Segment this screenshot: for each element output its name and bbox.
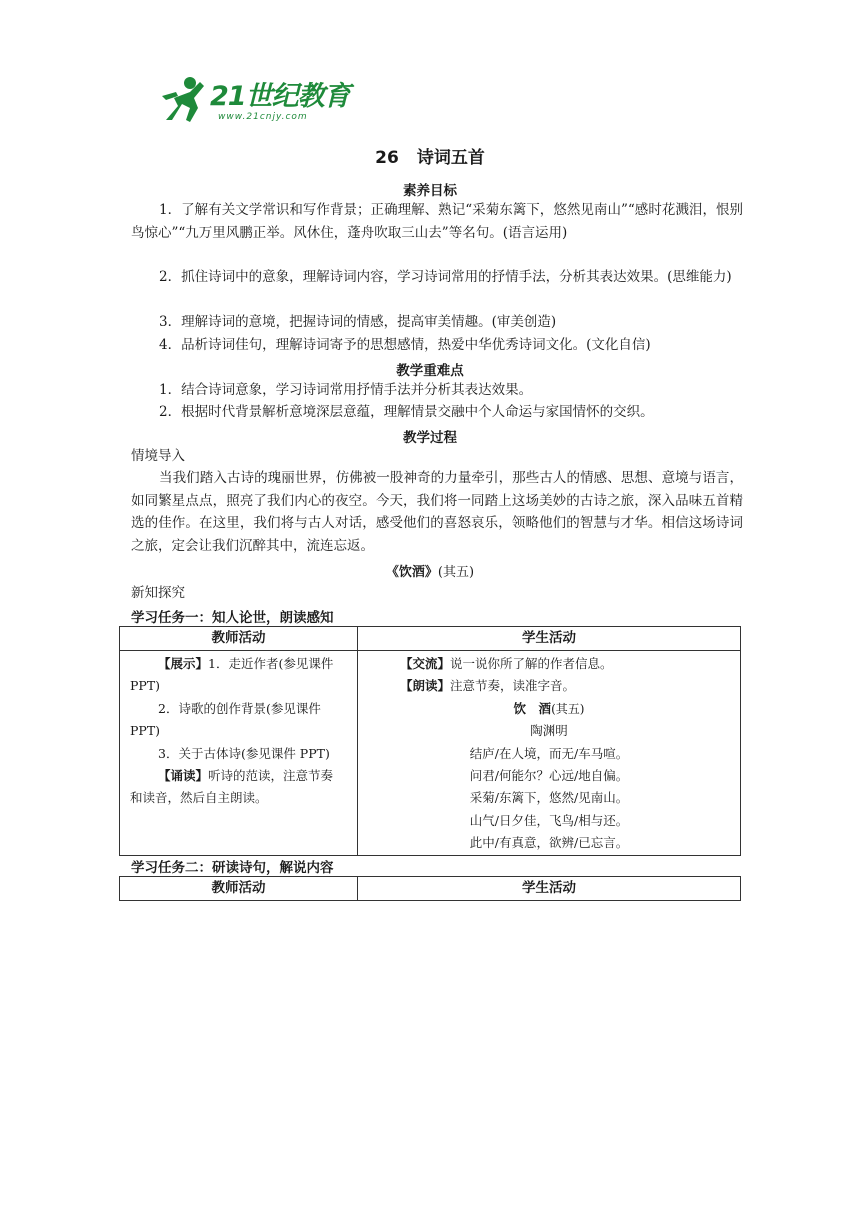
- teacher-item-4: [130, 765, 343, 810]
- intro-label: 情境导入: [131, 448, 185, 464]
- key-points-heading: 教学重难点: [396, 363, 464, 379]
- table-header-row: [120, 627, 740, 651]
- teacher-item-2: [130, 698, 343, 743]
- col-teacher-header: 教师活动: [120, 627, 358, 650]
- teacher-item-3: [130, 743, 343, 765]
- intro-text: 当我们踏入古诗的瑰丽世界，仿佛被一股神奇的力量牵引，那些古人的情感、思想、意境与语言，如同繁星点点，照亮了我们内心的夜空。今天，我们将一同踏上这场美妙的古诗之旅，深入品味五首精选的佳作。在这里，我们将与古人对话，感受他们的喜怒哀乐，领略他们的智慧与才华。相信这场诗词之旅，定会让我们沉醉其中，流连忘返。: [131, 470, 743, 554]
- teacher-tag-recite: 【诵读】: [158, 768, 209, 784]
- logo-wordmark: 21世纪教育: [210, 81, 350, 112]
- col-student-header: 学生活动: [522, 630, 576, 646]
- page-title: [0, 143, 860, 168]
- poem-heading: [0, 561, 860, 580]
- poem-author: 陶渊明: [530, 723, 568, 739]
- student-read: [358, 675, 740, 697]
- goal-item-3: 3．理解诗词的意境，把握诗词的情感，提高审美情趣。(审美创造): [159, 314, 557, 330]
- teacher-text-2: 2．诗歌的创作背景(参见课件 PPT): [130, 700, 321, 739]
- runner-logo-icon: [160, 74, 212, 126]
- teacher-text-1: 1．走近作者(参见课件 PPT): [130, 656, 334, 694]
- poem-title-sub: (其五): [551, 701, 585, 716]
- table-header-row: [120, 877, 740, 900]
- teacher-text-3: 3．关于古体诗(参见课件 PPT): [158, 745, 330, 761]
- teacher-tag-show: 【展示】: [158, 656, 209, 671]
- poem-line: 采菊/东篱下，悠然/见南山。: [469, 790, 629, 806]
- poem-title: [358, 698, 740, 720]
- exchange-text: 说一说你所了解的作者信息。: [450, 656, 613, 671]
- poem-line: 问君/何能尔？心远/地自偏。: [469, 768, 629, 784]
- table-row: [120, 651, 740, 855]
- goal-item-4: 4．品析诗词佳句，理解诗词寄予的思想感情，热爱中华优秀诗词文化。(文化自信): [159, 337, 651, 353]
- teacher-text-4: 听诗的范读，注意节奏和读音，然后自主朗读。: [130, 768, 334, 806]
- poem-line: 山气/日夕佳，飞鸟/相与还。: [469, 812, 629, 828]
- teacher-item-1: [130, 653, 343, 698]
- read-text: 注意节奏，读准字音。: [450, 678, 576, 694]
- process-heading: 教学过程: [403, 430, 457, 446]
- read-tag: 【朗读】: [400, 678, 451, 694]
- new-knowledge-label: 新知探究: [131, 585, 185, 601]
- poem-heading-sub: (其五): [437, 565, 475, 580]
- brand-logo: [160, 74, 360, 128]
- teacher-activity-cell: [120, 651, 358, 855]
- lesson-title: 诗词五首: [416, 148, 485, 168]
- student-activity-cell: [358, 651, 740, 855]
- exchange-tag: 【交流】: [400, 656, 451, 671]
- task1-title: 学习任务一：知人论世，朗读感知: [131, 610, 334, 626]
- col-teacher-header: 教师活动: [120, 877, 358, 900]
- goal-item-2: 2．抓住诗词中的意象，理解诗词内容，学习诗词常用的抒情手法，分析其表达效果。(思维能力): [159, 269, 732, 285]
- logo-url: www.21cnjy.com: [218, 112, 308, 122]
- goal-item-1: 1．了解有关文学常识和写作背景；正确理解、熟记“采菊东篱下，悠然见南山”“感时花溅泪，恨别鸟惊心”“九万里风鹏正举。风休住，蓬舟吹取三山去”等名句。(语言运用): [131, 202, 743, 241]
- task2-table: [119, 876, 741, 901]
- key-point-2: 2．根据时代背景解析意境深层意蕴，理解情景交融中个人命运与家国情怀的交织。: [159, 404, 654, 420]
- lesson-number: 26: [375, 148, 399, 168]
- student-exchange: [358, 653, 740, 675]
- poem-heading-title: 《饮酒》: [385, 565, 438, 580]
- task2-title: 学习任务二：研读诗句，解说内容: [131, 860, 334, 876]
- poem-line: 结庐/在人境，而无/车马喧。: [469, 745, 629, 761]
- task1-table: [119, 626, 741, 856]
- key-point-1: 1．结合诗词意象，学习诗词常用抒情手法并分析其表达效果。: [159, 382, 533, 398]
- col-student-header: 学生活动: [522, 880, 576, 896]
- goals-heading: 素养目标: [403, 183, 457, 199]
- poem-title-text: 饮 酒: [513, 700, 552, 716]
- poem-line: 此中/有真意，欲辨/已忘言。: [469, 835, 629, 851]
